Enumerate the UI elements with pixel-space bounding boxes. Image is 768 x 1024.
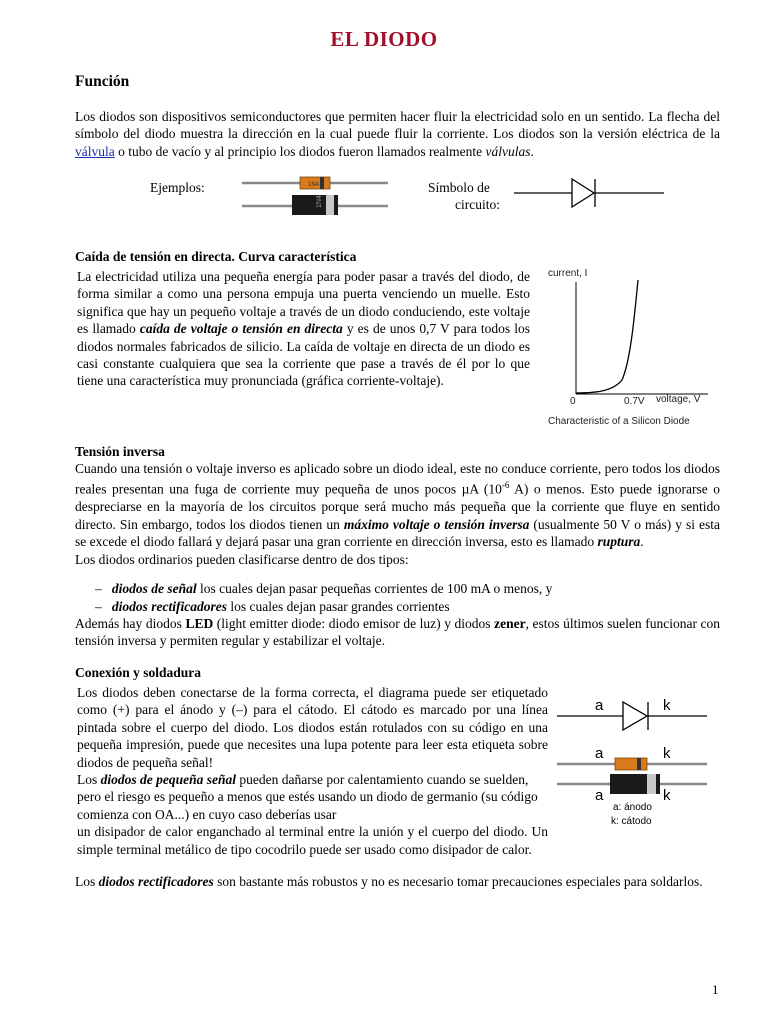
example-diodes-illustration bbox=[240, 172, 390, 217]
inversa-paragraph-2: Además hay diodos LED (light emitter diode: diodo emisor de luz) y diodos zener, estos últimos suelen funcionar con tensión inversa y permiten regular y estabilizar el voltaje. bbox=[75, 616, 721, 649]
section-heading-caida: Caída de tensión en directa. Curva característica bbox=[75, 249, 357, 264]
graph-xlabel: voltage, V bbox=[656, 394, 701, 405]
section-heading-funcion: Función bbox=[75, 73, 130, 90]
cathode-label: k bbox=[663, 697, 671, 714]
list-item: – diodos de señal los cuales dejan pasar pequeñas corrientes de 100 mA o menos, y bbox=[95, 581, 553, 596]
graph-curve bbox=[576, 280, 638, 393]
ejemplos-label: Ejemplos: bbox=[150, 180, 205, 195]
anode-label: a bbox=[595, 697, 604, 714]
diode-polarity-diagram bbox=[555, 690, 715, 830]
page-number: 1 bbox=[712, 982, 719, 997]
valvula-link[interactable]: válvula bbox=[75, 143, 115, 159]
diode-circuit-symbol bbox=[512, 174, 667, 212]
anode-label: a bbox=[595, 787, 604, 804]
funcion-paragraph: Los diodos son dispositivos semiconductores que permiten hacer fluir la electricidad solo en un sentido. La flecha del símbolo del diodo muestra la dirección en la cual puede fluir la corriente. Los diodos son la versión eléctrica de la válvula o tubo de vacío y al principio los diodos fueron llamados realmente válvulas. bbox=[75, 109, 720, 159]
cathode-label: k bbox=[663, 787, 671, 804]
graph-origin: 0 bbox=[570, 396, 576, 407]
legend-cathode: k: cátodo bbox=[611, 816, 652, 827]
list-item: – diodos rectificadores los cuales dejan pasar grandes corrientes bbox=[95, 599, 450, 614]
small-diode-code: 1N4 bbox=[308, 182, 320, 188]
conexion-paragraph: Los diodos deben conectarse de la forma correcta, el diagrama puede ser etiquetado como (+) para el ánodo y (–) para el cátodo. El cátodo es marcado por una línea pintada sobre el cuerpo del diodo. Los diodos están rotulados con su código en una pequeña impresión, puede que necesites una lupa potente para leer esta etiqueta sobre diodos de pequeña señal! Los diodos de pequeña señal pueden dañarse por calentamiento cuando se suelden, pero el riesgo es pequeño a menos que estés usando un diodo de germanio (su código comienza con OA...) en cuyo caso deberías usar un disipador de calor enganchado al terminal entre la unión y el cuerpo del diodo. Un simple terminal metálico de tipo cocodrilo puede ser usado como disipador de calor. bbox=[77, 685, 548, 857]
inversa-paragraph: Cuando una tensión o voltaje inverso es aplicado sobre un diodo ideal, este no conduce corriente, pero todos los diodos reales presentan una fuga de corriente muy pequeña de unos pocos µA ($10^{-6}$ A) o menos. Esto puede ignorarse o despreciarse en la mayoría de los circuitos porque será mucho más pequeña que la corriente que fluye en sentido directo. Sin embargo, todos los diodos tienen un máximo voltaje o tensión inversa (usualmente 50 V o más) y si esta se excede el diodo fallará y dejará pasar una gran corriente en dirección inversa, esto es llamado ruptura. Los diodos ordinarios pueden clasificarse dentro de dos tipos: bbox=[75, 461, 720, 567]
silicon-diode-curve bbox=[540, 262, 710, 432]
page-title: EL DIODO bbox=[330, 27, 438, 51]
legend-anode: a: ánodo bbox=[613, 802, 652, 813]
large-diode-code: 1N4 bbox=[316, 195, 323, 208]
conexion-paragraph-2: Los diodos rectificadores son bastante más robustos y no es necesario tomar precauciones especiales para soldarlos. bbox=[75, 874, 703, 889]
graph-ylabel: current, I bbox=[548, 268, 588, 279]
anode-label: a bbox=[595, 745, 604, 762]
cathode-label: k bbox=[663, 745, 671, 762]
simbolo-label: Símbolo de circuito: bbox=[428, 180, 500, 213]
small-signal-diode bbox=[615, 758, 647, 770]
caida-paragraph: La electricidad utiliza una pequeña energía para poder pasar a través del diodo, de forma similar a como una persona empuja una puerta venciendo un muelle. Esto significa que hay un pequeño voltaje a través de un diodo conduciendo, este voltaje es llamado caída de voltaje o tensión en directa y es de unos 0,7 V para todos los diodos normales fabricados de silicio. La caída de voltaje en directa de un diodo es casi constante cualquiera que sea la corriente que pase a través de él por lo que tiene una característica muy pronunciada (gráfica corriente-voltaje). bbox=[77, 269, 530, 389]
section-heading-inversa: Tensión inversa bbox=[75, 444, 165, 459]
section-heading-conexion: Conexión y soldadura bbox=[75, 665, 202, 680]
graph-caption: Characteristic of a Silicon Diode bbox=[548, 416, 690, 427]
graph-knee-label: 0.7V bbox=[624, 396, 645, 407]
